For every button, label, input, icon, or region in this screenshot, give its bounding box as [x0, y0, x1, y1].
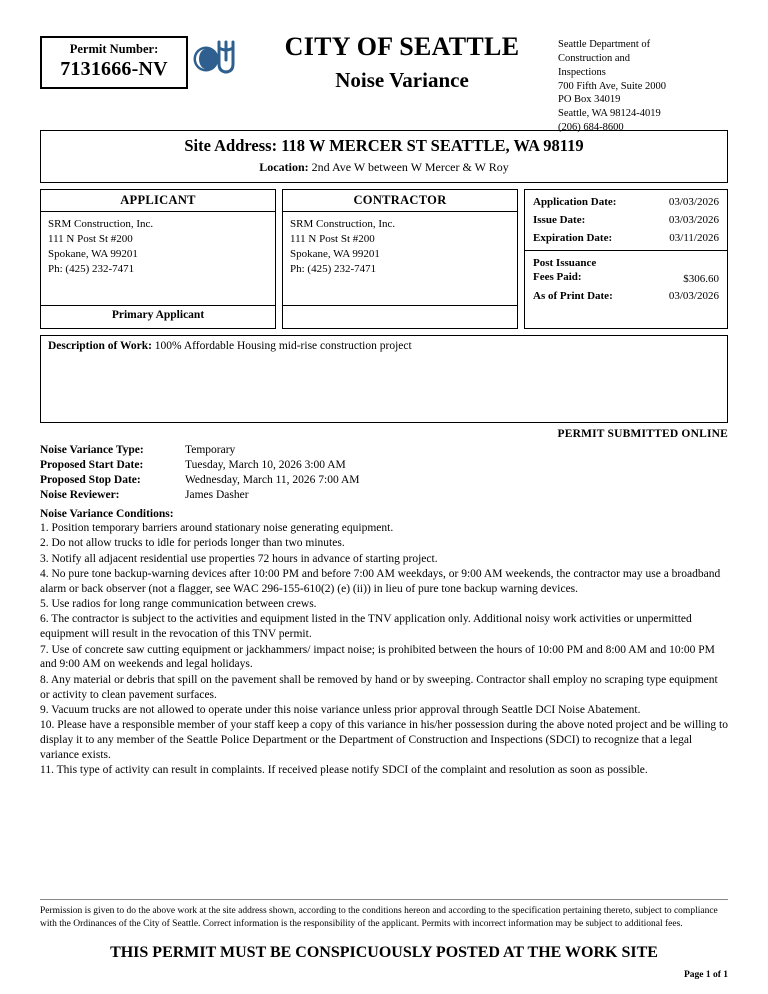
expiration-date-value: 03/11/2026 [669, 232, 719, 244]
page-number: Page 1 of 1 [683, 970, 728, 980]
footer-posting-notice: THIS PERMIT MUST BE CONSPICUOUSLY POSTED AT THE WORK SITE [110, 944, 658, 961]
site-address: Site Address: 118 W MERCER ST SEATTLE, WA 98119 [184, 136, 584, 155]
contractor-panel [282, 189, 518, 329]
title-city: CITY OF SEATTLE [284, 32, 520, 61]
application-date-value: 03/03/2026 [668, 196, 719, 208]
field-noise-variance-type [40, 444, 728, 456]
dept-line: Seattle Department of [558, 39, 651, 50]
condition-item: 8. Any material or debris that spill on the pavement shall be removed by hand or by sweeping. Contractor shall employ no scraping type equipment or activity to clean pavement surfaces. [40, 673, 718, 701]
condition-item: 9. Vacuum trucks are not allowed to operate under this noise variance unless prior approval through Seattle DCI Noise Abatement. [40, 703, 641, 716]
dept-line: (206) 684-8600 [558, 122, 624, 134]
fees-paid-label-line1: Post Issuance [533, 257, 597, 269]
applicant-line: Ph: (425) 232-7471 [48, 262, 135, 275]
field-proposed-start-date [40, 459, 728, 471]
fees-paid-row [533, 257, 719, 285]
condition-item: 7. Use of concrete saw cutting equipment or jackhammers/ impact noise; is prohibited between the hours of 10:00 PM and 8:00 AM and 10:00 PM and 9:00 AM on weekends and legal holidays. [40, 643, 715, 671]
issue-date-value: 03/03/2026 [668, 214, 719, 226]
fees-paid-value: $306.60 [683, 272, 719, 285]
applicant-details [41, 212, 275, 305]
print-date-row [533, 290, 719, 302]
condition-item: 6. The contractor is subject to the activities and equipment listed in the TNV application only. Additional noisy work activities or unpermitted equipment will result in the revocation of this TNV permit. [40, 613, 692, 641]
condition-item: 5. Use radios for long range communication between crews. [40, 598, 317, 611]
condition-item: 11. This type of activity can result in complaints. If received please notify SDCI of the complaint and resolution as soon as possible. [40, 764, 648, 777]
contractor-line: Ph: (425) 232-7471 [290, 262, 377, 275]
dates-panel [524, 189, 728, 329]
conditions-title: Noise Variance Conditions: [40, 508, 174, 520]
expiration-date-row [533, 232, 719, 244]
dept-line: 700 Fifth Ave, Suite 2000 [558, 80, 667, 92]
dept-line: Construction and [558, 52, 631, 64]
site-location-value: 2nd Ave W between W Mercer & W Roy [311, 160, 509, 174]
logo-container [188, 28, 246, 84]
contractor-line: SRM Construction, Inc. [290, 218, 396, 230]
condition-item: 10. Please have a responsible member of your staff keep a copy of this variance in his/her possession during the above noted project and be willing to display it to any member of the Seattle Police Department or the Department of Construction and Inspections (SDCI) to recognize that a legal variance exists. [40, 719, 729, 761]
field-proposed-stop-date [40, 474, 728, 486]
condition-item: 1. Position temporary barriers around stationary noise generating equipment. [40, 522, 394, 534]
issue-date-row [533, 214, 719, 226]
field-label: Noise Reviewer: [40, 489, 120, 501]
application-date-label: Application Date: [533, 196, 617, 208]
site-location-label: Location: [259, 160, 309, 174]
parties-row [40, 189, 728, 329]
applicant-line: 111 N Post St #200 [48, 232, 133, 245]
issue-date-label: Issue Date: [533, 214, 586, 226]
conditions-list [40, 521, 728, 778]
field-label: Proposed Stop Date: [40, 474, 141, 486]
application-date-row [533, 196, 719, 208]
permit-fields [40, 444, 728, 501]
permit-number-value: 7131666-NV [60, 58, 168, 80]
print-date-value: 03/03/2026 [668, 289, 719, 302]
contractor-footer [283, 305, 517, 328]
expiration-date-label: Expiration Date: [533, 232, 613, 244]
condition-item: 4. No pure tone backup-warning devices after 10:00 PM and before 7:00 AM weekdays, or 9:00 AM weekends, the contractor may use a broadband alarm or back observer (not a flagger, see WAC 296-155-610(2) (e) (ii)) in lieu of pure tone backup warning devices. [40, 567, 721, 595]
permit-number-label: Permit Number: [69, 42, 159, 56]
field-value: Tuesday, March 10, 2026 3:00 AM [185, 459, 346, 471]
field-value: Wednesday, March 11, 2026 7:00 AM [185, 474, 360, 486]
footer-divider [40, 899, 728, 900]
dept-line: PO Box 34019 [558, 94, 621, 106]
applicant-line: Spokane, WA 99201 [48, 247, 138, 260]
applicant-panel [40, 189, 276, 329]
condition-item: 2. Do not allow trucks to idle for periods longer than two minutes. [40, 537, 345, 550]
print-date-label: As of Print Date: [533, 289, 613, 302]
contractor-heading: CONTRACTOR [283, 190, 517, 212]
field-value: James Dasher [185, 489, 249, 501]
description-value: 100% Affordable Housing mid-rise construction project [154, 340, 412, 352]
dept-line: Inspections [558, 66, 606, 78]
site-location [47, 160, 721, 175]
title-doctype: Noise Variance [335, 68, 469, 92]
field-label: Noise Variance Type: [40, 444, 144, 456]
document-header [40, 28, 728, 134]
dates-divider [525, 250, 727, 251]
footer-disclaimer: Permission is given to do the above work at the site address shown, according to the conditions hereon and according to the specification pertaining thereto, subject to compliance with the Ordinances of the City of Seattle. Correct information is the responsibility of the applicant. Permits with incorrect information may be subject to additional fees. [40, 906, 718, 929]
contractor-details [283, 212, 517, 305]
description-of-work-box [40, 335, 728, 423]
applicant-heading: APPLICANT [41, 190, 275, 212]
seattle-city-logo-icon [193, 34, 241, 84]
condition-item: 3. Notify all adjacent residential use properties 72 hours in advance of starting project. [40, 552, 438, 565]
permit-number-box [40, 36, 188, 89]
primary-applicant-label: Primary Applicant [41, 305, 275, 328]
field-label: Proposed Start Date: [40, 459, 144, 471]
fees-paid-label [533, 257, 596, 285]
document-footer [40, 899, 728, 980]
contractor-line: 111 N Post St #200 [290, 232, 375, 245]
dept-line: Seattle, WA 98124-4019 [558, 108, 661, 120]
department-address [558, 28, 728, 135]
fees-paid-label-line2: Fees Paid: [533, 270, 582, 283]
field-noise-reviewer [40, 489, 728, 501]
site-address-box [40, 130, 728, 183]
document-title [246, 28, 558, 93]
description-label: Description of Work: [48, 340, 152, 352]
field-value: Temporary [185, 444, 236, 456]
contractor-line: Spokane, WA 99201 [290, 247, 380, 260]
permit-submitted-online: PERMIT SUBMITTED ONLINE [557, 428, 728, 440]
applicant-line: SRM Construction, Inc. [48, 218, 154, 230]
